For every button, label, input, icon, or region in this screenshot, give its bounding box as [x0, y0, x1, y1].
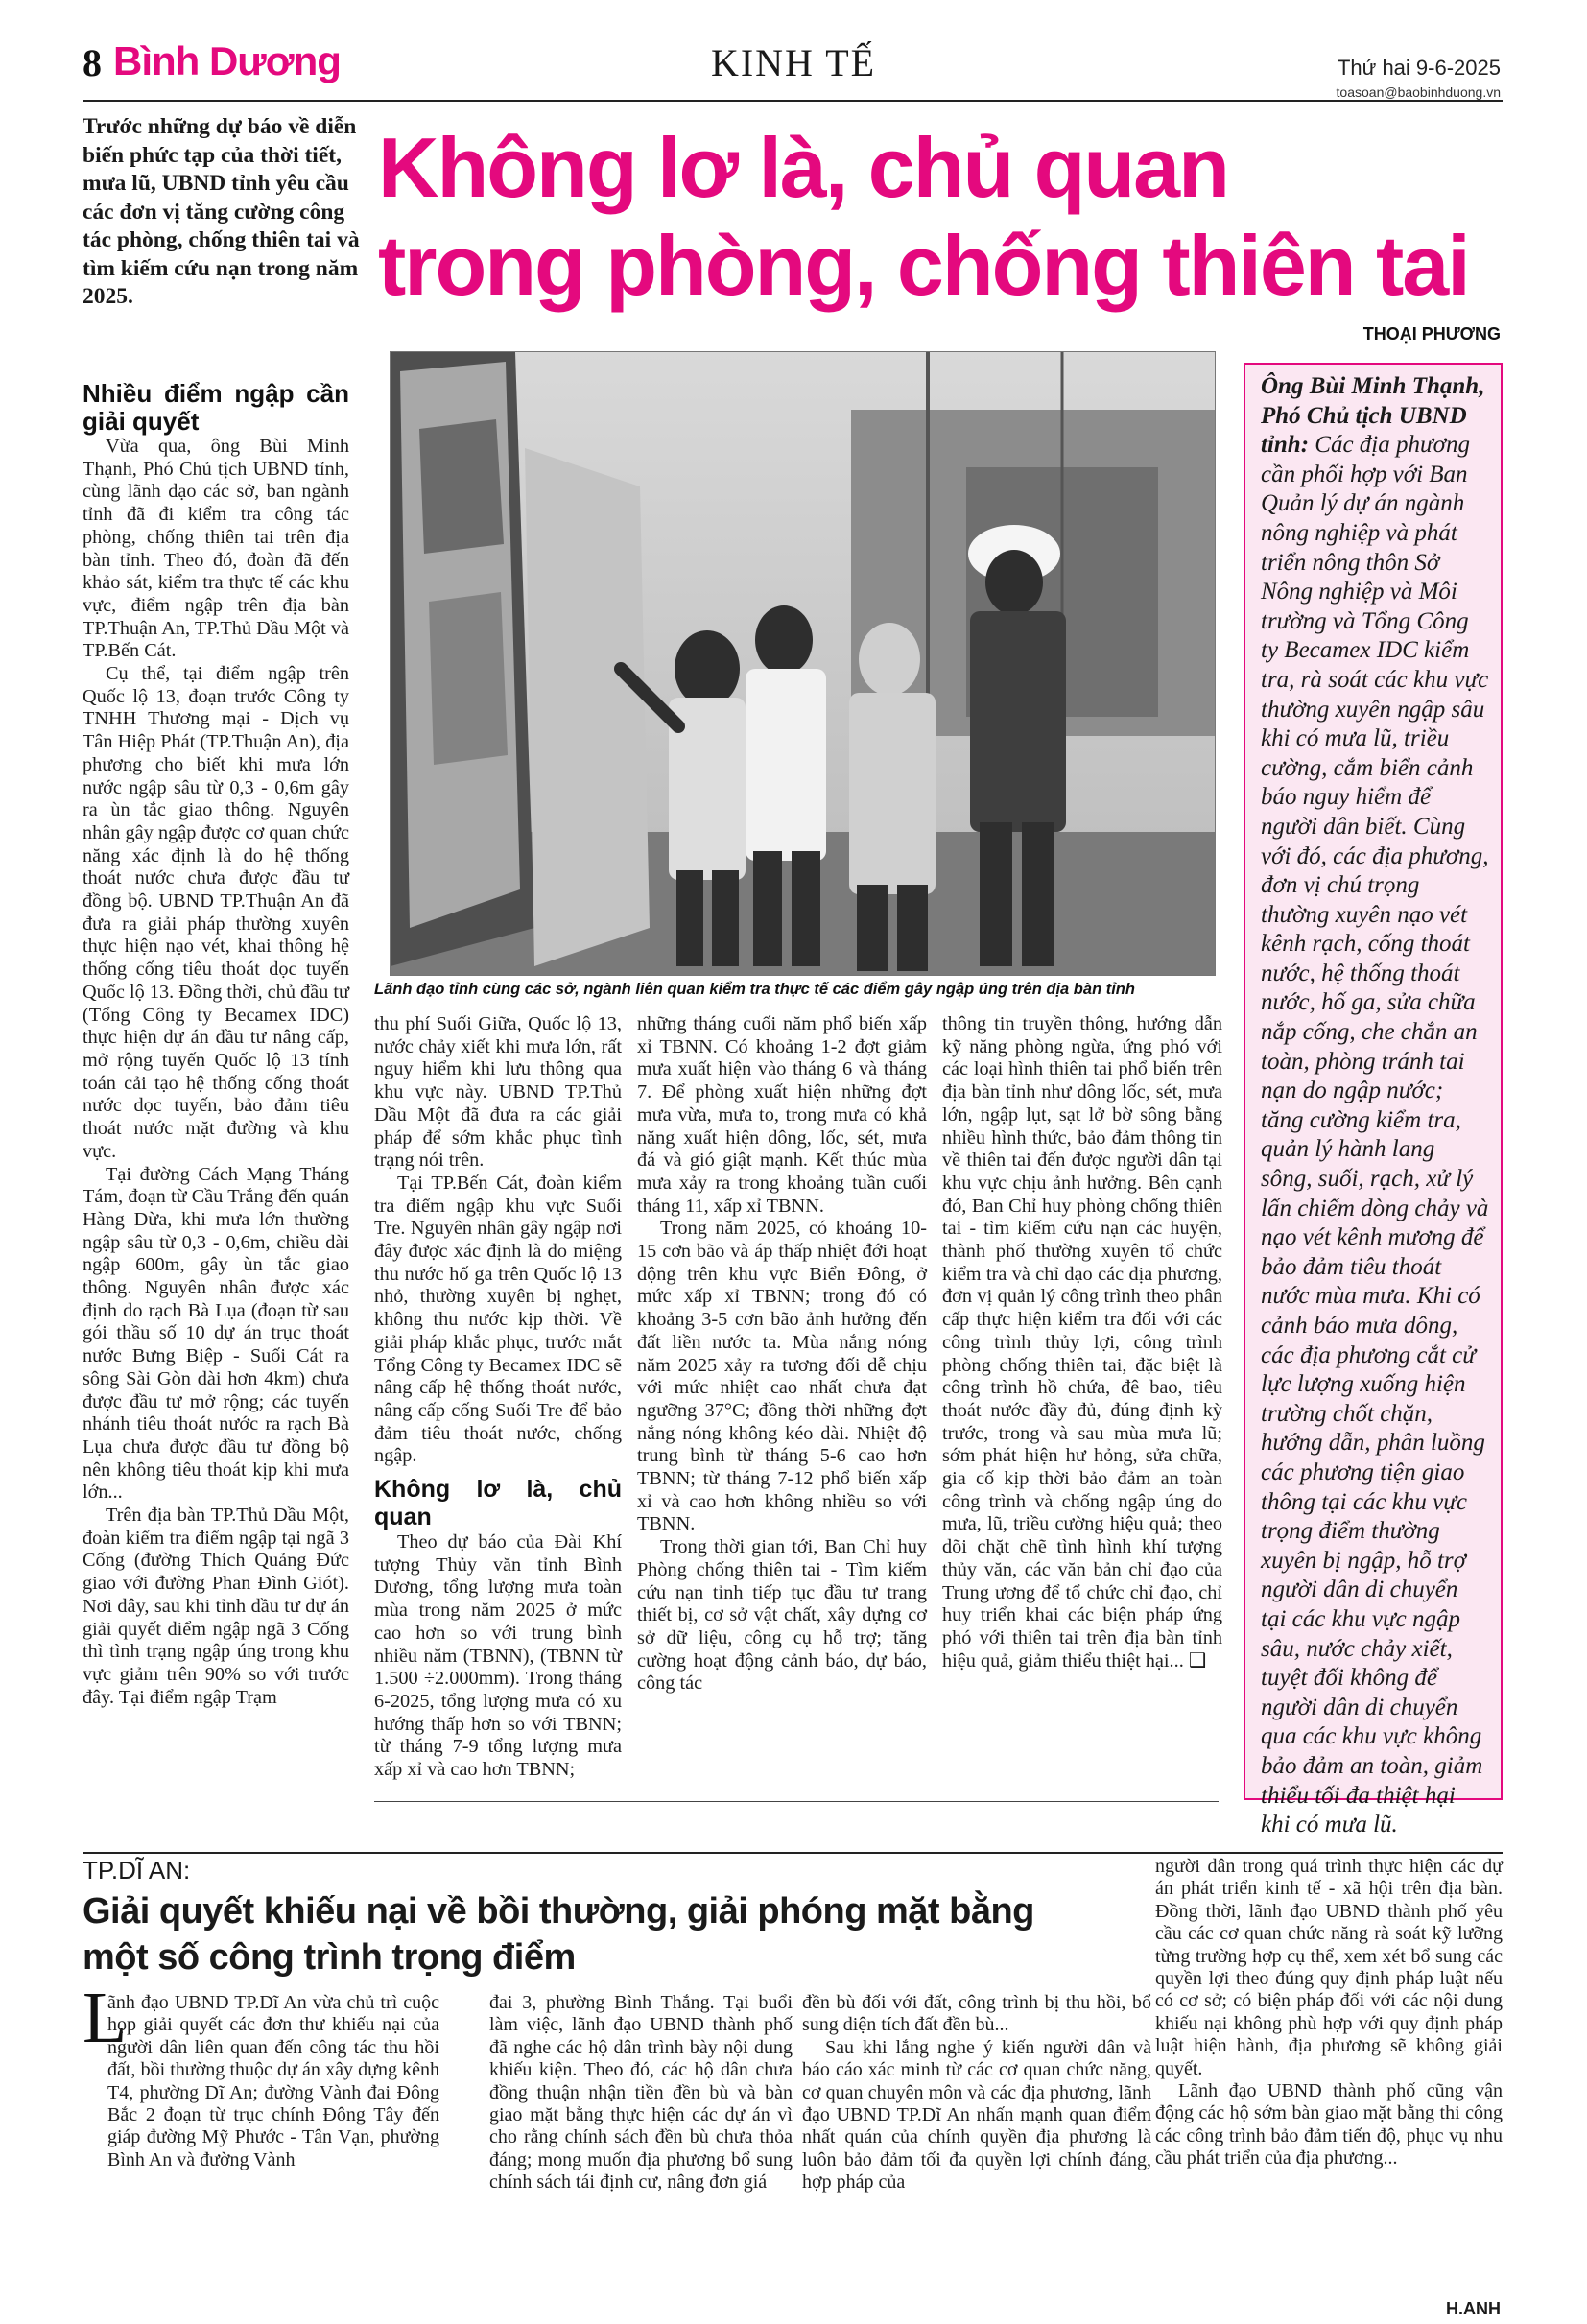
photo-caption: Lãnh đạo tỉnh cùng các sở, ngành liên quan kiểm tra thực tế các điểm gây ngập úng trên địa bàn tỉnh — [374, 981, 1135, 998]
paragraph: Lãnh đạo UBND thành phố cũng vận động các hộ sớm bàn giao mặt bằng thi công các công trình bảo đảm tiến độ, phục vụ nhu cầu phát triển của địa phương... — [1155, 2080, 1503, 2170]
paragraph: Trên địa bàn TP.Thủ Dầu Một, đoàn kiểm tra điểm ngập tại ngã 3 Cống (đường Thích Quảng Đức giao với đường Phan Đình Giót). Nơi đây, sau khi tỉnh đầu tư dự án giải quyết điểm ngập ngã 3 Cống thì tình trạng ngập úng trong khu vực giảm trên 90% so với trước đây. Tại điểm ngập Trạm — [83, 1505, 349, 1708]
paragraph: Cụ thể, tại điểm ngập trên Quốc lộ 13, đoạn trước Công ty TNHH Thương mại - Dịch vụ Tân Hiệp Phát (TP.Thuận An), địa phương cho biết khi mưa lớn nước ngập sâu từ 0,3 - 0,6m gây ra ùn tắc giao thông. Nguyên nhân gây ngập được cơ quan chức năng xác định là do hệ thống thoát nước chưa được đầu tư đồng bộ. UBND TP.Thuận An đã đưa ra giải pháp thường xuyên thực hiện nạo vét, khai thông hệ thống cống tiêu thoát dọc tuyến Quốc lộ 13. Đồng thời, chủ đầu tư (Tổng Công ty Becamex IDC) thực hiện dự án đầu tư nâng cấp, mở rộng tuyến Quốc lộ 13 tính toán cải tạo hệ thống cống thoát nước dọc tuyến, bảo đảm tiêu thoát nước mặt đường và khu vực. — [83, 663, 350, 1162]
paragraph: những tháng cuối năm phổ biến xấp xỉ TBNN. Có khoảng 1-2 đợt giảm mưa xuất hiện vào tháng 6 và tháng 7. Để phòng xuất hiện những đợt mưa vừa, mưa to, trong mưa có khả năng xuất hiện dông, lốc, sét, mưa đá và gió giật mạnh. Kết thúc mùa mưa xảy ra trong khoảng tuần cuối tháng 11, xấp xỉ TBNN. — [637, 1013, 927, 1217]
article2-headline — [83, 1888, 1138, 1980]
header-divider — [83, 100, 1503, 102]
article2-column-4 — [1155, 1856, 1503, 2170]
headline-line-1: Không lơ là, chủ quan — [378, 120, 1228, 215]
paragraph: người dân trong quá trình thực hiện các dự án phát triển kinh tế - xã hội trên địa bàn. Đồng thời, lãnh đạo UBND thành phố yêu cầu các cơ quan chức năng rà soát kỹ lưỡng từng trường hợp cụ thể, xem xét bổ sung các quyền lợi theo đúng quy định pháp luật nếu có cơ sở; có biện pháp đối với các nội dung khiếu nại không phù hợp với quy định pháp luật hiện hành, địa phương sẽ không giải quyết. — [1155, 1856, 1503, 2079]
paragraph: Theo dự báo của Đài Khí tượng Thủy văn tỉnh Bình Dương, tổng lượng mưa toàn mùa trong năm 2025 ở mức cao hơn so với trung bình nhiều năm (TBNN), (TBNN từ 1.500 ÷2.000mm). Trong tháng 6-2025, tổng lượng mưa có xu hướng thấp hơn so với TBNN; từ tháng 7-9 tổng lượng mưa xấp xỉ và cao hơn TBNN; — [374, 1531, 622, 1781]
article2-author: H.ANH — [1446, 2299, 1501, 2318]
article-headline — [378, 119, 1510, 315]
drop-cap: L — [83, 1978, 128, 2058]
article-column-1 — [83, 380, 349, 1709]
bottom-article-divider — [83, 1852, 1503, 1854]
subhead-not-negligent: Không lơ là, chủ quan — [374, 1476, 622, 1531]
paragraph: Tại TP.Bến Cát, đoàn kiểm tra điểm ngập khu vực Suối Tre. Nguyên nhân gây ngập nơi đây được xác định là do miệng thu nước hố ga trên Quốc lộ 13 nhỏ, thường xuyên bị nghẹt, không thu nước kịp thời. Về giải pháp khắc phục, trước mắt Tổng Công ty Becamex IDC sẽ nâng cấp hệ thống thoát nước, nâng cấp cống Suối Tre để bảo đảm tiêu thoát nước, chống ngập. — [374, 1172, 622, 1467]
paragraph: ãnh đạo UBND TP.Dĩ An vừa chủ trì cuộc họp giải quyết các đơn thư khiếu nại của người dân liên quan đến công tác thu hồi đất, bồi thường thuộc dự án xây dựng kênh T4, phường Dĩ An; đường Vành đai Đông Bắc 2 đoạn từ trục chính Đông Tây đến giáp đường Mỹ Phước - Tân Vạn, phường Bình An và đường Vành — [107, 1992, 439, 2170]
masthead-logo: Bình Dương — [113, 38, 341, 83]
article2-column-1 — [107, 1992, 439, 2171]
article-column-3 — [637, 1013, 927, 1696]
headline-line-2: trong phòng, chống thiên tai — [378, 218, 1469, 313]
paragraph: Trong thời gian tới, Ban Chỉ huy Phòng chống thiên tai - Tìm kiếm cứu nạn tỉnh tiếp tục đầu tư trang thiết bị, cơ sở vật chất, xây dựng cơ sở dữ liệu, công cụ hỗ trợ; tăng cường hoạt động cảnh báo, dự báo, công tác — [637, 1536, 927, 1695]
quote-text: Các địa phương cần phối hợp với Ban Quản lý dự án ngành nông nghiệp và phát triển nông thôn Sở Nông nghiệp và Môi trường và Tổng Công ty Becamex IDC kiểm tra, rà soát các khu vực thường xuyên ngập sâu khi có mưa lũ, triều cường, cắm biển cảnh báo nguy hiểm để người dân biết. Cùng với đó, các địa phương, đơn vị chú trọng thường xuyên nạo vét kênh rạch, cống thoát nước, hệ thống thoát nước, hố ga, sửa chữa nắp cống, che chắn an toàn, phòng tránh tai nạn do ngập nước; tăng cường kiểm tra, quản lý hành lang sông, suối, rạch, xử lý lấn chiếm dòng chảy và nạo vét kênh mương để bảo đảm tiêu thoát nước mùa mưa. Khi có cảnh báo mưa dông, các địa phương cắt cử lực lượng xuống hiện trường chốt chặn, hướng dẫn, phân luồng các phương tiện giao thông tại các khu vực trọng điểm thường xuyên bị ngập, hỗ trợ người dân di chuyển tại các khu vực ngập sâu, nước chảy xiết, tuyệt đối không để người dân di chuyển qua các khu vực không bảo đảm an toàn, giảm thiểu tối đa thiệt hại khi có mưa lũ. — [1261, 432, 1489, 1838]
article-end-divider — [374, 1801, 1219, 1802]
subhead-flooding-points: Nhiều điểm ngập cần giải quyết — [83, 379, 349, 436]
article2-headline-line-1: Giải quyết khiếu nại về bồi thường, giải phóng mặt bằng — [83, 1891, 1034, 1932]
article-byline: THOẠI PHƯƠNG — [1362, 324, 1501, 344]
paragraph: Tại đường Cách Mạng Tháng Tám, đoạn từ Cầu Trắng đến quán Hàng Dừa, khi mưa lớn thường ngập sâu từ 0,3 - 0,6m, chiều dài ngập 600m, gây ùn tắc giao thông. Nguyên nhân được xác định do rạch Bà Lụa (đoạn từ sau gói thầu số 10 dự án trục thoát nước Bưng Biệp - Suối Cát ra sông Sài Gòn dài hơn 4km) chưa được đầu tư mở rộng; các tuyến nhánh tiêu thoát nước ra rạch Bà Lụa chưa được đầu tư đồng bộ nên không tiêu thoát kịp khi mưa lớn... — [83, 1163, 349, 1504]
article2-column-3 — [802, 1992, 1151, 2194]
newsroom-email: toasoan@baobinhduong.vn — [1336, 84, 1501, 100]
pull-quote — [1261, 372, 1489, 1840]
article-photo — [390, 351, 1216, 976]
quote-speaker: Ông Bùi Minh Thạnh, Phó Chủ tịch UBND tỉnh: — [1261, 373, 1485, 459]
article2-headline-line-2: một số công trình trọng điểm — [83, 1937, 576, 1978]
paragraph: Trong năm 2025, có khoảng 10-15 cơn bão và áp thấp nhiệt đới hoạt động trên khu vực Biển Đông, ở mức xấp xỉ TBNN; trong đó có khoảng 3-5 cơn bão ảnh hưởng đến đất liền nước ta. Mùa nắng nóng năm 2025 xảy ra tương đối dễ chịu với mức nhiệt cao nhất chưa đạt ngưỡng 37°C; đồng thời những đợt nắng nóng không kéo dài. Nhiệt độ trung bình từ tháng 5-6 cao hơn TBNN; từ tháng 7-12 phổ biến xấp xỉ và cao hơn không nhiều so với TBNN. — [637, 1218, 927, 1535]
article-column-4 — [942, 1013, 1222, 1672]
page-number: 8 — [83, 41, 102, 84]
section-title: KINH TẾ — [710, 41, 877, 84]
issue-date: Thứ hai 9-6-2025 — [1337, 56, 1501, 80]
paragraph: Vừa qua, ông Bùi Minh Thạnh, Phó Chủ tịch UBND tỉnh, cùng lãnh đạo các sở, ban ngành tỉnh đã đi kiểm tra công tác phòng, chống thiên tai trên địa bàn tỉnh. Theo đó, đoàn đã đến khảo sát, kiểm tra thực tế các khu vực, điểm ngập trên địa bàn TP.Thuận An, TP.Thủ Dầu Một và TP.Bến Cát. — [83, 436, 349, 662]
paragraph: thông tin truyền thông, hướng dẫn kỹ năng phòng ngừa, ứng phó với các loại hình thiên tai phổ biến trên địa bàn tỉnh như dông lốc, sét, mưa lớn, ngập lụt, sạt lở bờ sông bằng nhiều hình thức, bảo đảm thông tin về thiên tai đến được người dân tại khu vực chịu ảnh hưởng. Bên cạnh đó, Ban Chỉ huy phòng chống thiên tai - tìm kiếm cứu nạn các huyện, thành phố thường xuyên tổ chức kiểm tra và chỉ đạo các địa phương, đơn vị quản lý công trình theo phân cấp thực hiện kiểm tra đối với các công trình thủy lợi, công trình phòng chống thiên tai, đặc biệt là công trình hồ chứa, đê bao, tiêu thoát nước đầy đủ, đúng định kỳ trước, trong và sau mùa mưa lũ; sớm phát hiện hư hỏng, sửa chữa, gia cố kịp thời bảo đảm an toàn công trình và chống ngập úng do mưa, lũ, triều cường hiệu quả; theo dõi chặt chẽ tình hình khí tượng thủy văn, các văn bản chỉ đạo của Trung ương để tổ chức chỉ đạo, chỉ huy triển khai các biện pháp ứng phó với thiên tai trên địa bàn tỉnh hiệu quả, giảm thiểu thiệt hại... ❑ — [942, 1013, 1222, 1672]
paragraph: thu phí Suối Giữa, Quốc lộ 13, nước chảy xiết khi mưa lớn, rất nguy hiểm khi lưu thông qua khu vực này. UBND TP.Thủ Dầu Một đã đưa ra các giải pháp để sớm khắc phục tình trạng nói trên. — [374, 1013, 622, 1172]
inspection-photo-illustration — [391, 352, 1216, 976]
article-column-2 — [374, 1013, 622, 1782]
paragraph: đai 3, phường Bình Thắng. Tại buổi làm việc, lãnh đạo UBND thành phố đã nghe các hộ dân trình bày nội dung khiếu kiện. Theo đó, các hộ dân chưa đồng thuận nhận tiền đền bù và bàn giao mặt bằng thực hiện các dự án vì cho rằng chính sách đền bù chưa thỏa đáng; mong muốn địa phương bổ sung chính sách tái định cư, nâng đơn giá — [489, 1992, 793, 2194]
paragraph: Sau khi lắng nghe ý kiến người dân và báo cáo xác minh từ các cơ quan chức năng, cơ quan chuyên môn và các địa phương, lãnh đạo UBND TP.Dĩ An nhấn mạnh quan điểm nhất quán của chính quyền địa phương là luôn bảo đảm tối đa quyền lợi chính đáng, hợp pháp của — [802, 2036, 1151, 2194]
article2-kicker: TP.DĨ AN: — [83, 1856, 191, 1885]
article2-column-2 — [489, 1992, 793, 2194]
article-sapo: Trước những dự báo về diễn biến phức tạp của thời tiết, mưa lũ, UBND tỉnh yêu cầu các đơn vị tăng cường công tác phòng, chống thiên tai và tìm kiếm cứu nạn trong năm 2025. — [83, 114, 360, 309]
paragraph: đền bù đối với đất, công trình bị thu hồi, bổ sung diện tích đất đền bù... — [802, 1992, 1151, 2036]
